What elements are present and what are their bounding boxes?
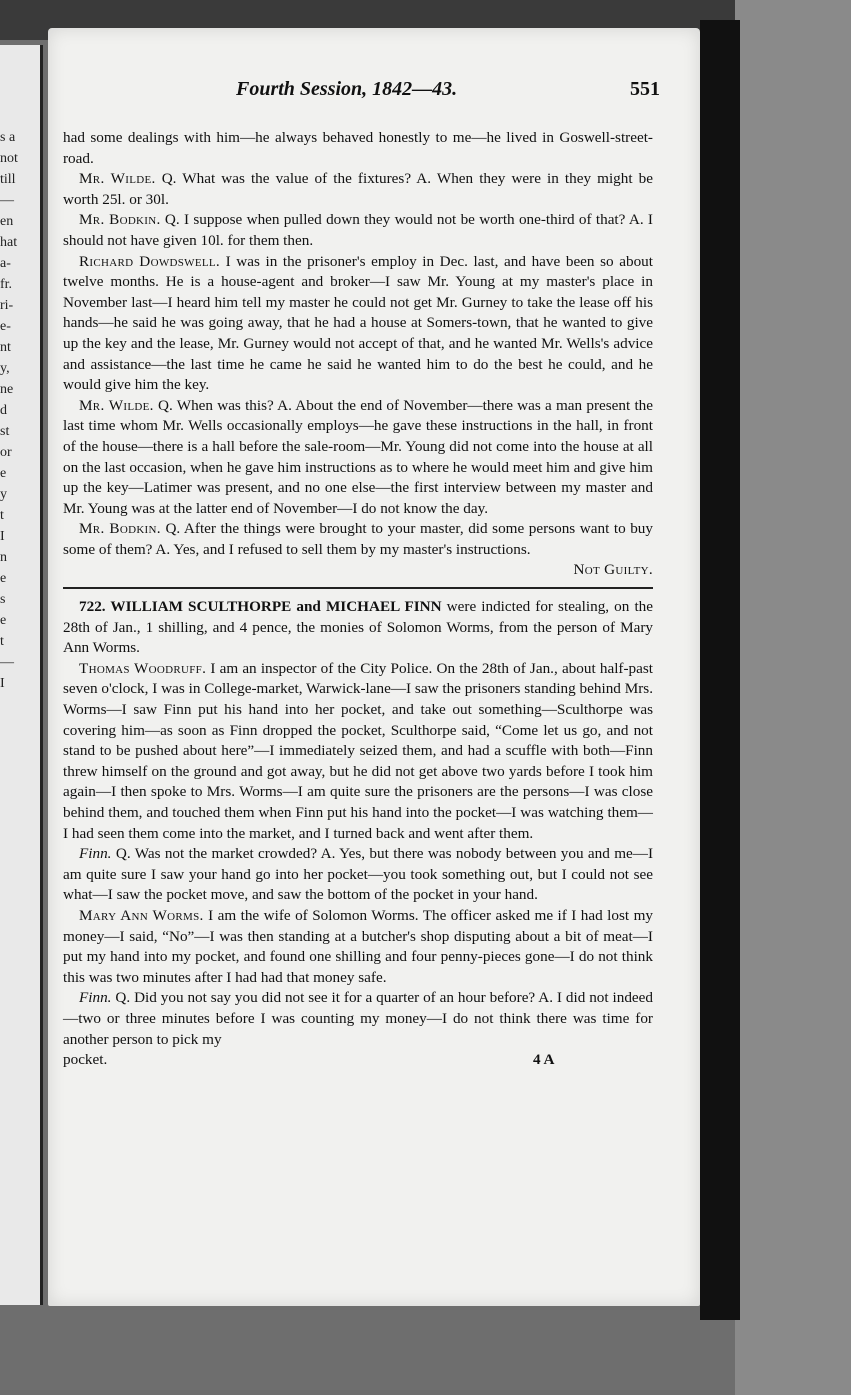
paragraph: Mr. Wilde. Q. When was this? A. About the end of November—there was a man present the last time whom Mr. Wells occasionally employs—he gave these instructions in the hall, in front of the house—there is a hall before the sale-room—Mr. Young did not come into the house at all on the last occasion, when he gave him instructions as to where he would meet him and give him up the key—Latimer was present, and no one else—the first interview between my master and Mr. Young was at the latter end of November—I do not know the day. [63, 396, 654, 517]
case-title: 722. WILLIAM SCULTHORPE and MICHAEL FINN [79, 598, 442, 616]
speaker-name: Finn. [79, 845, 112, 863]
facing-page-fragment: — [0, 655, 14, 670]
facing-page-edge [0, 45, 43, 1305]
page-header [236, 78, 660, 108]
facing-page-fragment: n [0, 550, 7, 565]
facing-page-fragment: t [0, 634, 4, 649]
paragraph: had some dealings with him—he always behaved honestly to me—he lived in Goswell-street-road. [63, 129, 653, 167]
facing-page-fragment: t [0, 508, 4, 523]
facing-page-fragment: I [0, 529, 5, 544]
facing-page-fragment: e [0, 466, 7, 481]
paragraph: Finn. Q. Was not the market crowded? A. Yes, but there was nobody between you and me—I am quite sure I saw your hand go into her pocket—you took something out, but I could not see what—I saw the pocket move, and saw the bottom of the pocket in your hand. [63, 845, 654, 904]
paragraph: Finn. Q. Did you not say you did not see it for a quarter of an hour before? A. I did not indeed—two or three minutes before I was counting my money—I do not think there was time for another person to pick my [63, 989, 654, 1048]
paragraph: Mr. Bodkin. Q. After the things were brought to your master, did some persons want to buy some of them? A. Yes, and I refused to sell them by my master's instructions. [63, 520, 653, 558]
speaker-name: Mr. Bodkin. [79, 520, 161, 538]
facing-page-fragment: d [0, 403, 7, 418]
facing-page-fragment: y [0, 487, 7, 502]
speaker-name: Mr. Wilde. [79, 170, 156, 188]
facing-page-fragment: I [0, 676, 5, 691]
speaker-name: Thomas Woodruff. [79, 659, 207, 677]
facing-page-fragment: ne [0, 382, 14, 397]
facing-page-fragment: not [0, 151, 18, 166]
facing-page-fragment: y, [0, 361, 10, 376]
facing-page-fragment: a- [0, 256, 11, 271]
facing-page-fragment: st [0, 424, 10, 439]
page-number: 551 [630, 78, 660, 100]
speaker-name: Richard Dowdswell. [79, 252, 220, 270]
facing-page-fragment: e- [0, 319, 11, 334]
verdict: Not Guilty. [573, 561, 653, 579]
speaker-name: Finn. [79, 989, 112, 1007]
facing-page-fragment: e [0, 613, 7, 628]
photo-backdrop-right [735, 0, 851, 1395]
speaker-name: Mary Ann Worms. [79, 906, 204, 924]
speaker-name: Mr. Bodkin. [79, 211, 161, 229]
book-spine [700, 20, 740, 1320]
facing-page-fragment: fr. [0, 277, 13, 292]
page-body [63, 128, 653, 1072]
case-divider [63, 587, 653, 589]
page-footer [63, 1050, 653, 1072]
paragraph: Mary Ann Worms. I am the wife of Solomon Worms. The officer asked me if I had lost my money—I said, “No”—I was then standing at a butcher's shop disputing about a bit of meat—I put my hand into my pocket, and found one shilling and four penny-pieces gone—I do not think this was two minutes after I had had that money safe. [63, 906, 653, 986]
facing-page-fragment: or [0, 445, 12, 460]
case-heading: 722. WILLIAM SCULTHORPE and MICHAEL FINN were indicted for stealing, on the 28th of Jan., 1 shilling, and 4 pence, the monies of Solomon Worms, from the person of Mary Ann Worms. [63, 598, 654, 657]
paragraph: Richard Dowdswell. I was in the prisoner's employ in Dec. last, and have been so about twelve months. He is a house-agent and broker—I saw Mr. Young at my master's place in November last—I heard him tell my master he could not get Mr. Gurney to take the lease off his hands—he said he was going away, that he had a house at Somers-town, that he wanted to give up the key and the lease, Mr. Gurney would not accept of that, and he wanted Mr. Wells's advice and assistance—the last time he came he said he wanted him to do the best he could, and he would give him the key. [63, 252, 653, 394]
facing-page-fragment: ri- [0, 298, 14, 313]
facing-page-fragment: till [0, 172, 16, 187]
last-word: pocket. [63, 1051, 108, 1069]
paragraph: Mr. Wilde. Q. What was the value of the fixtures? A. When they were in they might be worth 25l. or 30l. [63, 170, 654, 208]
book-page [48, 28, 700, 1306]
signature-mark: 4 A [533, 1051, 555, 1069]
facing-page-fragment: — [0, 193, 14, 208]
speaker-name: Mr. Wilde. [79, 396, 154, 414]
paragraph: Thomas Woodruff. I am an inspector of the City Police. On the 28th of Jan., about half-past seven o'clock, I was in College-market, Warwick-lane—I saw the prisoners standing behind Mrs. Worms—I saw Finn put his hand into her pocket, and take out something—Sculthorpe was covering him—as soon as Finn dropped the pocket, Sculthorpe said, “Come let us go, and not stand to be pushed about here”—I immediately seized them, and had a scuffle with both—Finn threw himself on the ground and got away, but he did not get above two yards before I took him again—I then spoke to Mrs. Worms—I am quite sure the prisoners are the persons—I was close behind them, and touched them when Finn put his hand into the pocket—I was watching them—I had seen them come into the market, and I turned back and went after them. [63, 659, 653, 842]
facing-page-fragment: e [0, 571, 7, 586]
paragraph: Mr. Bodkin. Q. I suppose when pulled down they would not be worth one-third of that? A. I should not have given 10l. for them then. [63, 211, 653, 249]
facing-page-fragment: s [0, 592, 6, 607]
facing-page-fragment: en [0, 214, 14, 229]
facing-page-fragment: nt [0, 340, 11, 355]
facing-page-fragment: hat [0, 235, 18, 250]
running-title: Fourth Session, 1842—43. [236, 78, 458, 100]
facing-page-fragment: s a [0, 130, 16, 145]
